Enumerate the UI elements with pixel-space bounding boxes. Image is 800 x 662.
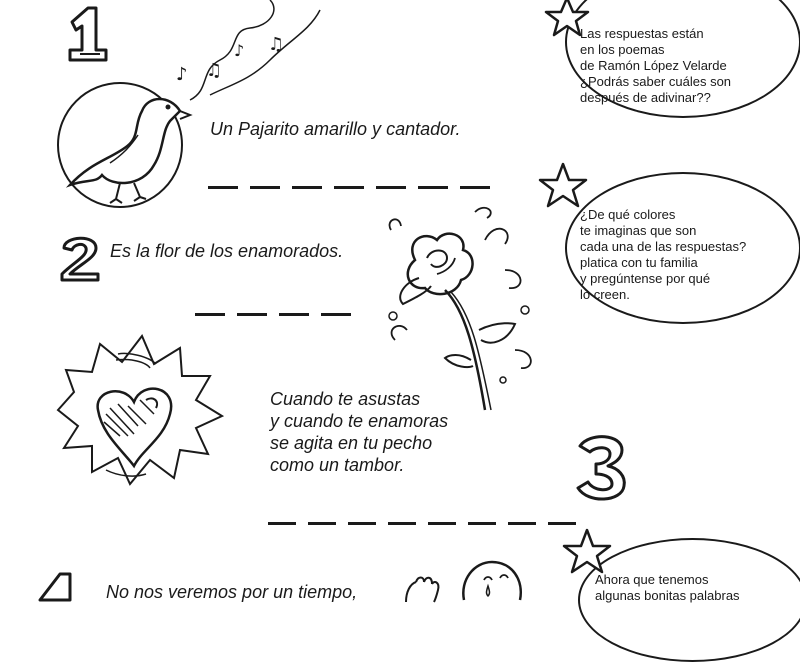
waving-hand-icon [400,572,450,602]
number-1-glyph [50,4,120,64]
star-icon [542,0,592,36]
crying-face-icon [458,560,528,600]
star-icon [560,526,614,574]
rose-icon [375,200,545,420]
number-2-glyph [56,232,106,282]
riddle-4-text: No nos veremos por un tiempo, [106,582,358,602]
riddle-3-text: Cuando te asustas y cuando te enamoras se agita en tu pecho como un tambor. [270,389,449,475]
svg-text:♫: ♫ [206,60,223,81]
answer-blank-3[interactable] [268,522,576,525]
answer-blank-1[interactable] [208,186,490,189]
music-notes-icon [170,0,330,110]
svg-text:♪: ♪ [234,41,245,60]
svg-text:♫: ♫ [268,34,285,55]
answer-blank-2[interactable] [195,313,351,316]
hint-bubble-1-text: Las respuestas están en los poemas de Ramón López Velarde ¿Podrás saber cuáles son después de adivinar?? [580,26,732,105]
riddle-1-text: Un Pajarito amarillo y cantador. [210,119,461,139]
number-4-glyph [34,572,84,602]
hint-bubble-2-text: ¿De qué colores te imaginas que son cada una de las respuestas? platica con tu familia y pregúntense por qué lo creen. [580,207,747,302]
star-icon [536,160,590,208]
number-3-glyph [572,432,632,502]
riddle-2-text: Es la flor de los enamorados. [110,241,344,261]
hint-bubble-3-text: Ahora que tenemos algunas bonitas palabras [595,572,740,603]
svg-text:♪: ♪ [176,64,188,85]
heart-icon [38,330,238,490]
